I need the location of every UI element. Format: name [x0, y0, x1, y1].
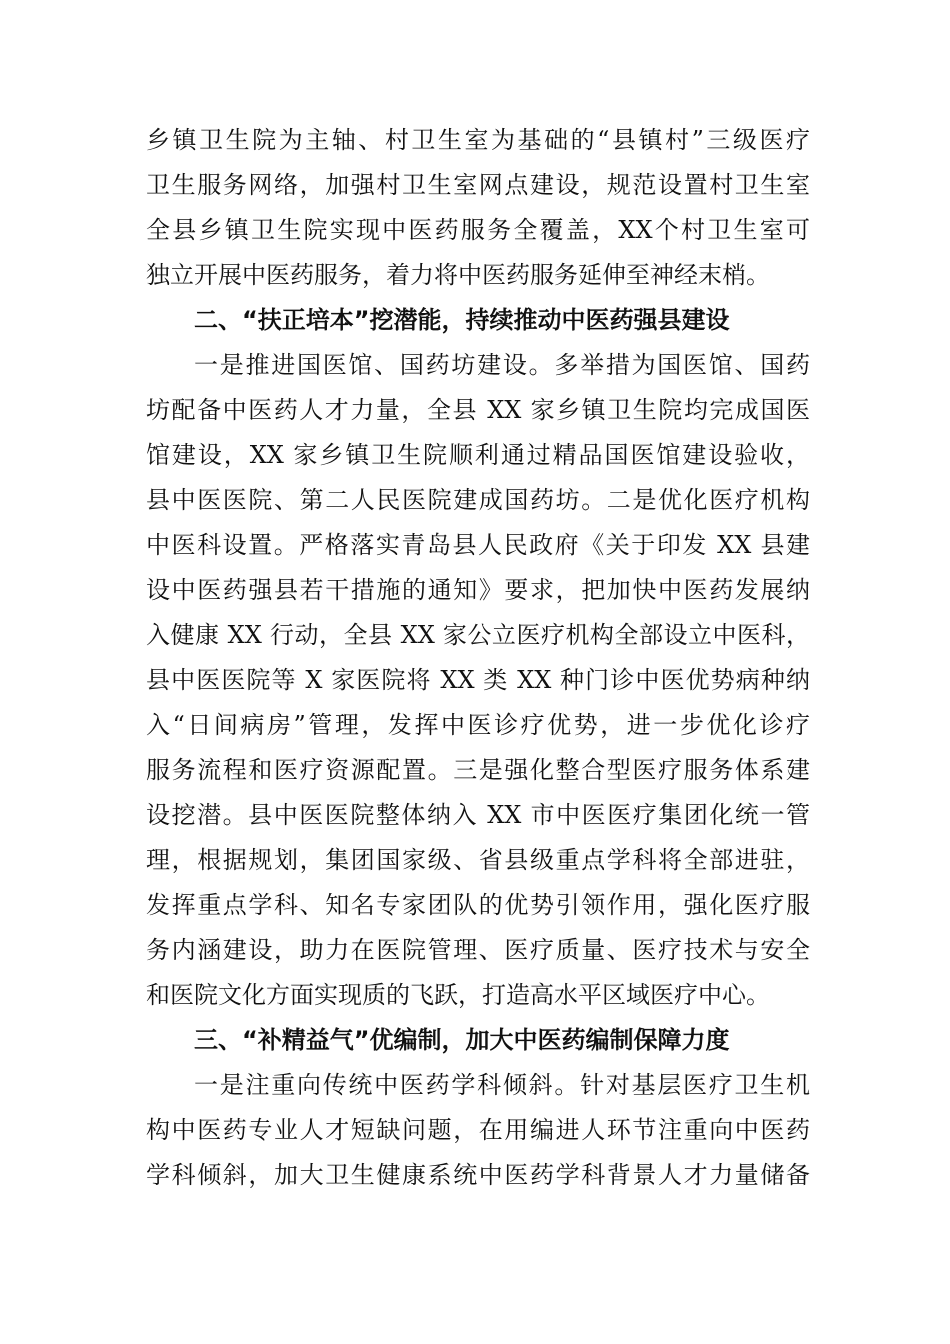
paragraph-2-line-3: 馆建设，XX 家乡镇卫生院顺利通过精品国医馆建设验收，	[146, 441, 810, 469]
paragraph-2-line-4: 县中医医院、第二人民医院建成国药坊。二是优化医疗机构	[146, 486, 810, 514]
paragraph-2-line-13: 发挥重点学科、知名专家团队的优势引领作用，强化医疗服	[146, 891, 810, 919]
section-heading-2: 二、“扶正培本”挖潜能，持续推动中医药强县建设	[194, 306, 730, 334]
paragraph-2-line-11: 设挖潜。县中医医院整体纳入 XX 市中医医疗集团化统一管	[146, 801, 810, 829]
paragraph-2-line-14: 务内涵建设，助力在医院管理、医疗质量、医疗技术与安全	[146, 936, 810, 964]
paragraph-1-line-3: 全县乡镇卫生院实现中医药服务全覆盖，XX个村卫生室可	[146, 216, 810, 244]
paragraph-1-line-1: 乡镇卫生院为主轴、村卫生室为基础的“县镇村”三级医疗	[146, 126, 810, 154]
paragraph-1-line-2: 卫生服务网络，加强村卫生室网点建设，规范设置村卫生室	[146, 171, 810, 199]
paragraph-3-line-1: 一是注重向传统中医药学科倾斜。针对基层医疗卫生机	[194, 1071, 810, 1099]
paragraph-2-line-9: 入“日间病房”管理，发挥中医诊疗优势，进一步优化诊疗	[146, 711, 810, 739]
paragraph-2-line-8: 县中医医院等 X 家医院将 XX 类 XX 种门诊中医优势病种纳	[146, 666, 810, 694]
paragraph-2-line-6: 设中医药强县若干措施的通知》要求，把加快中医药发展纳	[146, 576, 810, 604]
paragraph-2-line-15: 和医院文化方面实现质的飞跃，打造高水平区域医疗中心。	[146, 981, 770, 1009]
section-heading-3: 三、“补精益气”优编制，加大中医药编制保障力度	[194, 1026, 730, 1054]
paragraph-2-line-7: 入健康 XX 行动，全县 XX 家公立医疗机构全部设立中医科，	[146, 621, 810, 649]
paragraph-2-line-12: 理，根据规划，集团国家级、省县级重点学科将全部进驻，	[146, 846, 810, 874]
paragraph-2-line-10: 服务流程和医疗资源配置。三是强化整合型医疗服务体系建	[146, 756, 810, 784]
paragraph-2-line-1: 一是推进国医馆、国药坊建设。多举措为国医馆、国药	[194, 351, 810, 379]
paragraph-3-line-3: 学科倾斜，加大卫生健康系统中医药学科背景人才力量储备	[146, 1161, 810, 1189]
paragraph-2-line-5: 中医科设置。严格落实青岛县人民政府《关于印发 XX 县建	[146, 531, 810, 559]
paragraph-2-line-2: 坊配备中医药人才力量，全县 XX 家乡镇卫生院均完成国医	[146, 396, 810, 424]
paragraph-1-line-4: 独立开展中医药服务，着力将中医药服务延伸至神经末梢。	[146, 261, 770, 289]
paragraph-3-line-2: 构中医药专业人才短缺问题，在用编进人环节注重向中医药	[146, 1116, 810, 1144]
